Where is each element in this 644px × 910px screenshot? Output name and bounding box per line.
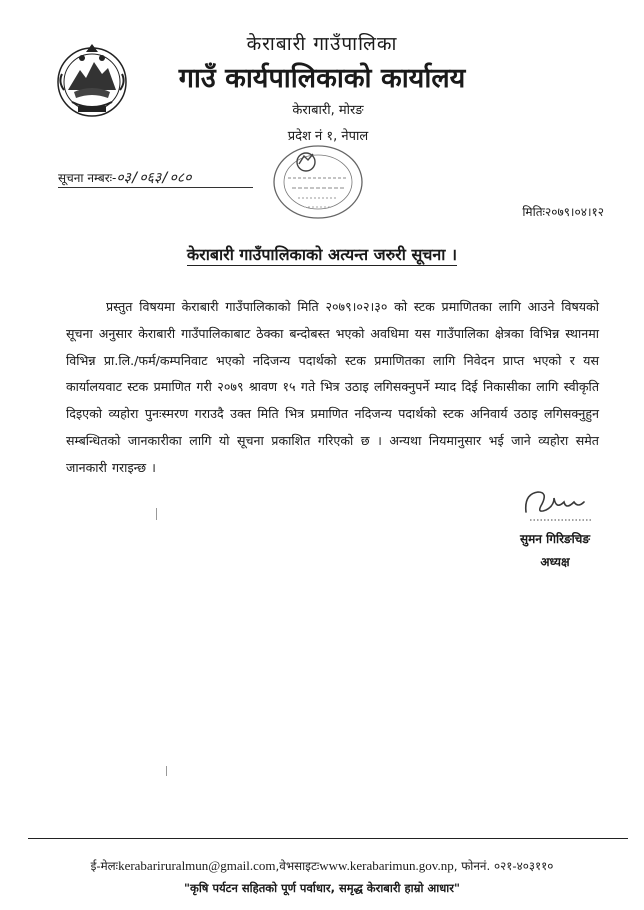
website-label: ,वेभसाइटः [275, 859, 320, 873]
reference-label: सूचना नम्बरः- [58, 171, 117, 185]
reference-number [58, 168, 192, 187]
email-label: ई-मेलः [90, 859, 119, 873]
signature-icon [520, 482, 598, 526]
signatory-title: अध्यक्ष [540, 555, 570, 569]
notice-title-text: केराबारी गाउँपालिकाको अत्यन्त जरुरी सूचना । [186, 245, 458, 264]
office-stamp-icon [268, 140, 368, 222]
footer-divider [28, 838, 628, 839]
phone-label: , फोननं. [453, 859, 494, 873]
phone-number: ०२१-४०३११० [493, 859, 554, 873]
office-address: केराबारी, मोरङ [292, 103, 364, 118]
office-province: प्रदेश नं १, नेपाल [287, 129, 369, 144]
email-address: kerabariruralmun@gmail.com [118, 858, 276, 873]
scan-mark [166, 766, 167, 776]
footer-slogan: "कृषि पर्यटन सहितको पूर्ण पर्वाधार, समृद्ध केराबारी हाम्रो आधार" [184, 881, 460, 895]
scan-mark [156, 508, 157, 520]
reference-underline [58, 187, 253, 188]
notice-title [0, 243, 644, 265]
office-name: गाउँ कार्यपालिकाको कार्यालय [178, 63, 466, 94]
reference-value: ०३/०६३/०८० [116, 170, 192, 186]
municipality-name: केराबारी गाउँपालिका [246, 33, 398, 55]
footer-contact [0, 858, 644, 874]
issue-date: मितिः२०७९।०४।१२ [522, 205, 604, 219]
website-url: www.kerabarimun.gov.np [319, 858, 454, 873]
signatory-name: सुमन गिरिङचिङ [519, 532, 591, 546]
notice-body: प्रस्तुत विषयमा केराबारी गाउँपालिकाको मिति २०७९।०२।३० को स्टक प्रमाणितका लागि आउने विषयको सूचना अनुसार केराबारी गाउँपालिकाबाट ठेक्का बन्दोबस्त भएको अवधिमा यस गाउँपालिका क्षेत्रका विभिन्न स्थानमा विभिन्न प्रा.लि./फर्म/कम्पनिवाट भएको नदिजन्य पदार्थको स्टक प्रमाणितका लागि निवेदन प्राप्त भएको र यस कार्यालयवाट स्टक प्रमाणित गरी २०७९ श्रावण १५ गते भित्र उठाइ लगिसक्नुपर्ने म्याद दिई निकासीका लागि स्वीकृति दिइएको व्यहोरा पुनःस्मरण गराउदै उक्त मिति भित्र प्रमाणित नदिजन्य पदार्थको स्टक अनिवार्य उठाइ लगिसक्नुहुन सम्बन्धितको जानकारीका लागि यो सूचना प्रकाशित गरिएको छ । अन्यथा नियमानुसार भई जाने व्यहोरा समेत जानकारी गराइन्छ । [66, 299, 599, 475]
